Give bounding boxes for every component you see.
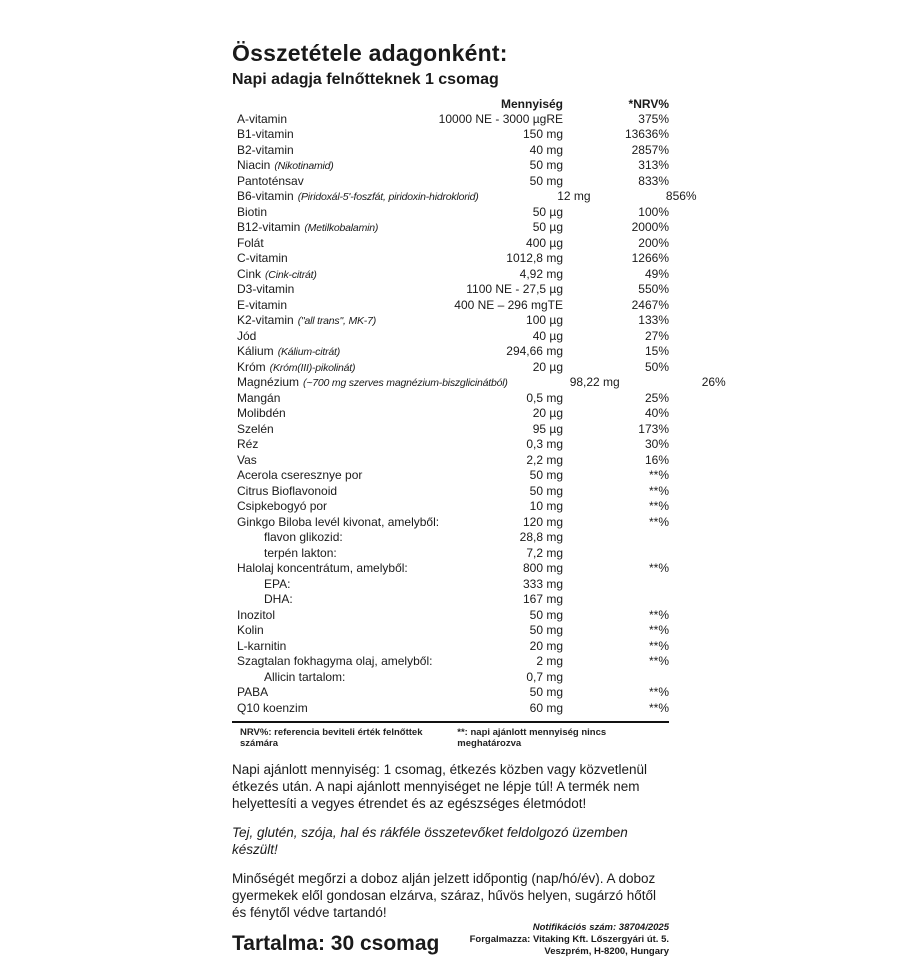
table-row bbox=[232, 406, 669, 422]
ingredient-amount: 50 mg bbox=[529, 483, 563, 498]
ingredient-amount: 50 mg bbox=[529, 468, 563, 482]
ingredient-nrv: **% bbox=[648, 499, 669, 513]
notification-number: Notifikációs szám: 38704/2025 bbox=[532, 922, 669, 933]
ingredient-nrv: **% bbox=[648, 483, 669, 498]
table-row bbox=[232, 360, 669, 376]
ingredient-amount: 333 mg bbox=[522, 576, 563, 591]
ingredient-nrv: 173% bbox=[638, 421, 669, 436]
table-header-row bbox=[232, 97, 669, 112]
ingredient-name: Vas bbox=[237, 452, 257, 467]
ingredient-nrv: **% bbox=[648, 638, 669, 653]
ingredient-nrv: 27% bbox=[644, 328, 669, 343]
ingredient-name: Biotin bbox=[237, 204, 268, 219]
ingredient-name: Réz bbox=[237, 437, 259, 451]
ingredient-nrv: 49% bbox=[644, 266, 669, 281]
ingredient-nrv: 2857% bbox=[631, 142, 669, 157]
ingredient-nrv: **% bbox=[648, 685, 669, 699]
ingredient-nrv: 16% bbox=[644, 452, 669, 467]
ingredient-name: Ginkgo Biloba levél kivonat, amelyből: bbox=[237, 514, 440, 529]
ingredient-name: PABA bbox=[237, 685, 269, 699]
ingredient-name: Kolin bbox=[237, 623, 264, 637]
ingredient-nrv: **% bbox=[648, 623, 669, 637]
ingredient-name: L-karnitin bbox=[237, 638, 287, 653]
table-row bbox=[232, 453, 669, 469]
distributor-address-line2: Veszprém, H-8200, Hungary bbox=[544, 946, 669, 957]
ingredient-name: B6-vitamin (Piridoxál-5'-foszfát, piridoxin-hidroklorid) bbox=[237, 189, 479, 203]
ingredient-amount: 20 µg bbox=[532, 359, 563, 374]
ingredient-name: Halolaj koncentrátum, amelyből: bbox=[237, 561, 408, 575]
ingredient-name: A-vitamin bbox=[237, 111, 288, 126]
storage-paragraph: Minőségét megőrzi a doboz alján jelzett időpontig (nap/hó/év). A doboz gyermekek elől gondosan elzárva, száraz, hűvös helyen, sugárzó hőtől és fénytől védve tartandó! bbox=[232, 871, 656, 920]
ingredient-nrv: 40% bbox=[644, 406, 669, 420]
table-row bbox=[232, 685, 669, 701]
table-row bbox=[232, 499, 669, 515]
ingredient-nrv: **% bbox=[648, 561, 669, 575]
ingredient-amount: 50 mg bbox=[529, 173, 563, 188]
supplement-label bbox=[232, 40, 726, 958]
ingredient-nrv: 50% bbox=[644, 359, 669, 374]
table-row bbox=[232, 189, 697, 205]
table-row bbox=[232, 220, 669, 236]
ingredient-name: terpén lakton: bbox=[264, 545, 337, 560]
ingredient-amount: 50 mg bbox=[529, 623, 563, 637]
ingredient-name: Allicin tartalom: bbox=[264, 669, 346, 684]
table-row bbox=[232, 174, 669, 190]
ingredient-name: E-vitamin bbox=[237, 297, 288, 312]
table-row bbox=[232, 205, 669, 221]
ingredient-nrv: **% bbox=[648, 654, 669, 668]
ingredient-name: B2-vitamin bbox=[237, 142, 294, 157]
ingredient-name: C-vitamin bbox=[237, 251, 288, 265]
ingredient-amount: 40 mg bbox=[529, 142, 563, 157]
table-row bbox=[232, 313, 669, 329]
ingredient-amount: 10000 NE - 3000 µgRE bbox=[438, 111, 563, 126]
footnotes bbox=[232, 727, 669, 749]
ingredient-amount: 40 µg bbox=[532, 328, 563, 343]
ingredient-amount: 120 mg bbox=[522, 514, 563, 529]
ingredient-nrv: **% bbox=[648, 607, 669, 622]
ingredient-nrv: 2000% bbox=[631, 220, 669, 234]
ingredient-amount: 294,66 mg bbox=[506, 344, 563, 358]
ingredient-amount: 150 mg bbox=[522, 127, 563, 141]
ingredient-nrv: 1266% bbox=[631, 251, 669, 265]
table-row bbox=[232, 329, 669, 345]
ingredient-rows bbox=[232, 111, 726, 717]
ingredient-nrv: 30% bbox=[644, 437, 669, 451]
ingredient-amount: 12 mg bbox=[557, 189, 591, 203]
ingredient-nrv: 100% bbox=[638, 204, 669, 219]
ingredient-amount: 800 mg bbox=[522, 561, 563, 575]
ingredient-name: D3-vitamin bbox=[237, 282, 295, 296]
ingredient-nrv: 550% bbox=[638, 282, 669, 296]
ingredient-name: Magnézium (~700 mg szerves magnézium-biszglicinátból) bbox=[237, 375, 508, 389]
ingredient-name: Acerola cseresznye por bbox=[237, 468, 363, 482]
table-row bbox=[232, 701, 669, 717]
ingredient-name: flavon glikozid: bbox=[264, 530, 343, 544]
ingredient-amount: 400 NE – 296 mgTE bbox=[454, 297, 563, 312]
page-title: Összetétele adagonként: bbox=[232, 40, 508, 66]
table-row bbox=[232, 561, 669, 577]
ingredient-nrv: 833% bbox=[638, 173, 669, 188]
ingredient-nrv: 13636% bbox=[624, 127, 669, 141]
table-row bbox=[232, 127, 669, 143]
distributor-address-line1: Forgalmazza: Vitaking Kft. Lőszergyári út. 5. bbox=[469, 934, 669, 945]
ingredient-name: Niacin (Nikotinamid) bbox=[237, 158, 334, 172]
table-row bbox=[232, 468, 669, 484]
ingredient-amount: 10 mg bbox=[529, 499, 563, 513]
table-row bbox=[232, 143, 669, 159]
footnote-asterisk: **: napi ajánlott mennyiség nincs meghatározva bbox=[457, 727, 607, 749]
ingredient-name: B12-vitamin (Metilkobalamin) bbox=[237, 220, 379, 234]
page-subtitle: Napi adagja felnőtteknek 1 csomag bbox=[232, 71, 499, 88]
table-row bbox=[232, 437, 669, 453]
ingredient-name: DHA: bbox=[264, 592, 293, 606]
table-row bbox=[232, 391, 669, 407]
ingredient-nrv: 200% bbox=[638, 235, 669, 250]
ingredient-name: K2-vitamin ("all trans", MK-7) bbox=[237, 313, 377, 327]
ingredient-amount: 50 µg bbox=[532, 220, 563, 234]
ingredient-amount: 0,3 mg bbox=[526, 437, 563, 451]
table-row bbox=[232, 158, 669, 174]
header-amount: Mennyiség bbox=[500, 97, 563, 111]
ingredient-nrv: 2467% bbox=[631, 297, 669, 312]
ingredient-name: Pantoténsav bbox=[237, 173, 304, 188]
ingredient-name: Q10 koenzim bbox=[237, 700, 308, 715]
ingredient-name: Mangán bbox=[237, 390, 281, 405]
ingredient-name: Folát bbox=[237, 235, 264, 250]
ingredient-nrv: **% bbox=[648, 468, 669, 482]
ingredient-name: Kálium (Kálium-citrát) bbox=[237, 344, 341, 358]
ingredient-amount: 50 µg bbox=[532, 204, 563, 219]
dosage-paragraph: Napi ajánlott mennyiség: 1 csomag, étkezés közben vagy közvetlenül étkezés után. A napi ajánlott mennyiséget ne lépje túl! A termék nem helyettesíti a vegyes étrendet és az egészséges életmódot! bbox=[232, 762, 647, 811]
ingredient-nrv: 26% bbox=[701, 375, 726, 389]
table-row bbox=[232, 375, 726, 391]
table-row bbox=[232, 484, 669, 500]
table-row bbox=[232, 236, 669, 252]
table-row bbox=[232, 515, 669, 531]
ingredient-amount: 1100 NE - 27,5 µg bbox=[466, 282, 563, 296]
ingredient-amount: 400 µg bbox=[526, 235, 563, 250]
ingredient-nrv: 375% bbox=[638, 111, 669, 126]
table-row bbox=[232, 298, 669, 314]
table-row bbox=[232, 112, 669, 128]
ingredient-amount: 0,5 mg bbox=[526, 390, 563, 405]
table-row bbox=[232, 282, 669, 298]
ingredient-amount: 0,7 mg bbox=[526, 669, 563, 684]
ingredient-amount: 2 mg bbox=[536, 654, 563, 668]
ingredient-nrv: 133% bbox=[638, 313, 669, 327]
ingredient-amount: 100 µg bbox=[526, 313, 563, 327]
allergen-paragraph: Tej, glutén, szója, hal és rákféle összetevőket feldolgozó üzemben készült! bbox=[232, 825, 628, 857]
ingredient-name: Króm (Króm(III)-pikolinát) bbox=[237, 359, 356, 374]
ingredient-name: Jód bbox=[237, 328, 257, 343]
ingredient-amount: 60 mg bbox=[529, 700, 563, 715]
ingredient-name: Molibdén bbox=[237, 406, 286, 420]
ingredient-name: Szelén bbox=[237, 421, 274, 436]
table-row bbox=[232, 670, 669, 686]
ingredients-table bbox=[232, 97, 726, 716]
table-row bbox=[232, 623, 669, 639]
table-row bbox=[232, 639, 669, 655]
ingredient-amount: 28,8 mg bbox=[519, 530, 563, 544]
table-row bbox=[232, 608, 669, 624]
ingredient-name: Citrus Bioflavonoid bbox=[237, 483, 338, 498]
ingredient-nrv: **% bbox=[648, 514, 669, 529]
distributor-block bbox=[470, 922, 669, 958]
ingredient-nrv: 15% bbox=[644, 344, 669, 358]
header-nrv: *NRV% bbox=[628, 97, 669, 111]
ingredient-nrv: **% bbox=[648, 700, 669, 715]
ingredient-amount: 20 mg bbox=[529, 638, 563, 653]
table-row bbox=[232, 654, 669, 670]
table-row bbox=[232, 592, 669, 608]
table-row bbox=[232, 577, 669, 593]
ingredient-name: Csipkebogyó por bbox=[237, 499, 328, 513]
ingredient-name: Cink (Cink-citrát) bbox=[237, 266, 317, 281]
ingredient-amount: 7,2 mg bbox=[526, 545, 563, 560]
ingredient-amount: 2,2 mg bbox=[526, 452, 563, 467]
footnote-nrv: NRV%: referencia beviteli érték felnőttek számára bbox=[240, 727, 423, 749]
table-row bbox=[232, 344, 669, 360]
ingredient-amount: 20 µg bbox=[532, 406, 563, 420]
ingredient-name: B1-vitamin bbox=[237, 127, 294, 141]
ingredient-amount: 167 mg bbox=[522, 592, 563, 606]
ingredient-nrv: 856% bbox=[665, 189, 697, 203]
ingredient-name: EPA: bbox=[264, 576, 291, 591]
contents-title: Tartalma: 30 csomag bbox=[232, 932, 440, 955]
table-row bbox=[232, 251, 669, 267]
ingredient-amount: 98,22 mg bbox=[569, 375, 620, 389]
ingredient-amount: 1012,8 mg bbox=[506, 251, 563, 265]
ingredient-name: Szagtalan fokhagyma olaj, amelyből: bbox=[237, 654, 433, 668]
ingredient-amount: 4,92 mg bbox=[519, 266, 563, 281]
ingredient-nrv: 25% bbox=[644, 390, 669, 405]
ingredient-amount: 50 mg bbox=[529, 607, 563, 622]
ingredient-amount: 50 mg bbox=[529, 685, 563, 699]
table-row bbox=[232, 422, 669, 438]
table-row bbox=[232, 546, 669, 562]
table-row bbox=[232, 530, 669, 546]
ingredient-nrv: 313% bbox=[638, 158, 669, 172]
ingredient-amount: 50 mg bbox=[529, 158, 563, 172]
ingredient-name: Inozitol bbox=[237, 607, 276, 622]
ingredient-amount: 95 µg bbox=[532, 421, 563, 436]
table-row bbox=[232, 267, 669, 283]
bottom-row bbox=[232, 922, 669, 958]
table-bottom-rule bbox=[232, 721, 669, 723]
